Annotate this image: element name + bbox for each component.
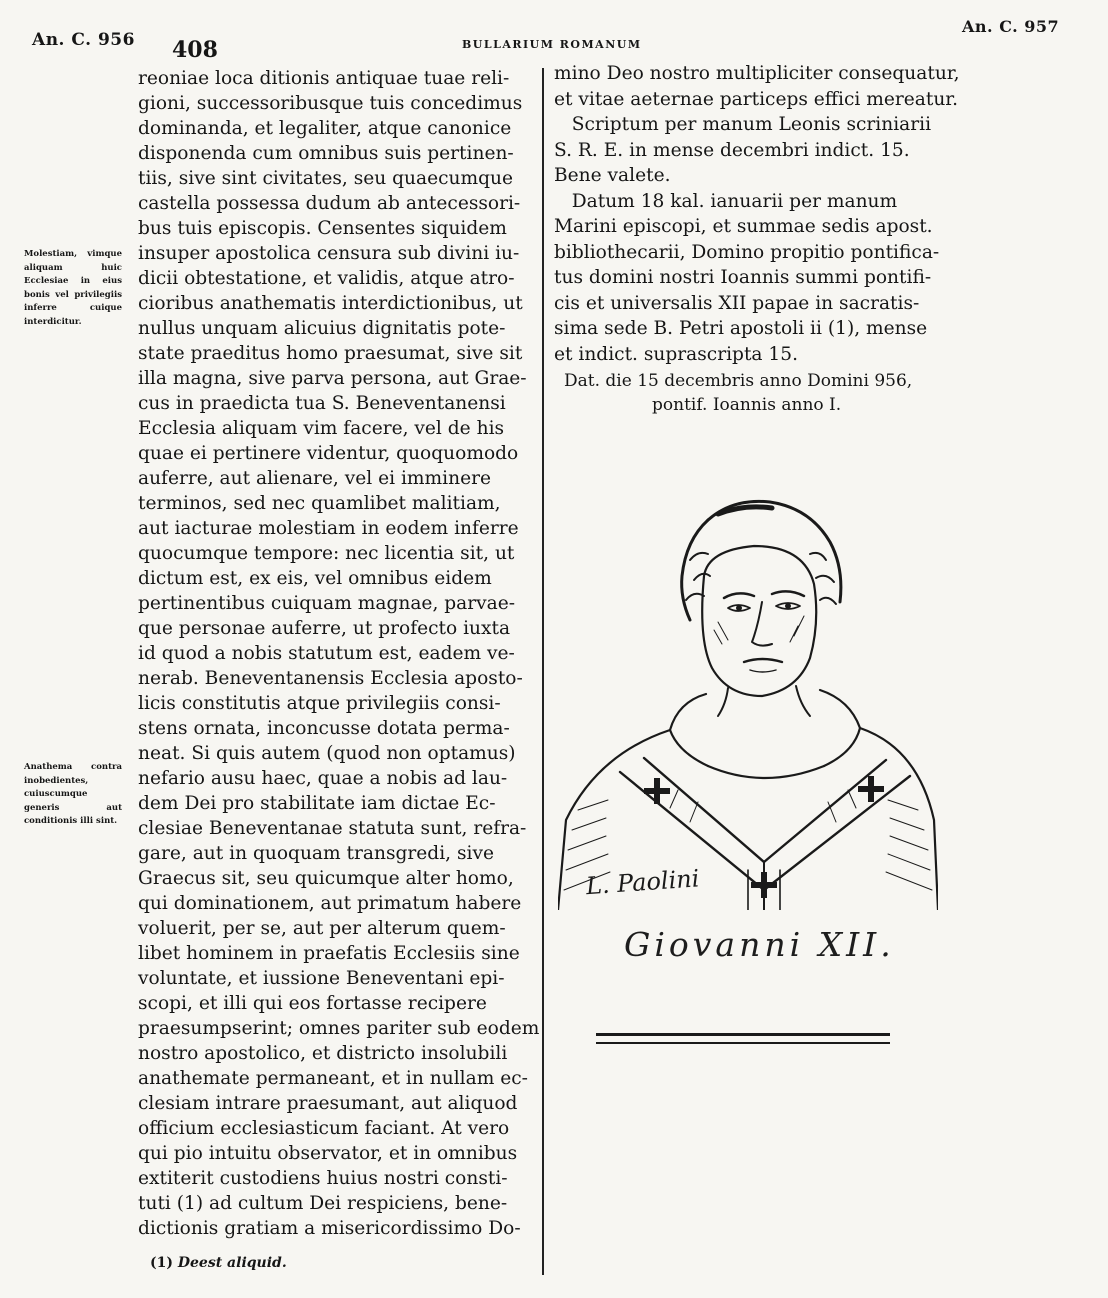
- text-line: gioni, successoribusque tuis concedimus: [138, 93, 523, 114]
- text-line: et vitae aeternae particeps effici mereatur.: [554, 88, 959, 110]
- text-line: tus domini nostri Ioannis summi pontifi-: [554, 267, 932, 288]
- text-line: qui pio intuitu observator, et in omnibus: [138, 1143, 518, 1164]
- marginal-note-1: Molestiam, vimque aliquam huic Ecclesiae in eius bonis vel privilegiis inferre cuique interdicitur.: [24, 249, 122, 327]
- text-line: S. R. E. in mense decembri indict. 15.: [554, 139, 910, 161]
- text-line: aut iacturae molestiam in eodem inferre: [138, 518, 519, 539]
- dating-line-2: pontif. Ioannis anno I.: [652, 395, 842, 415]
- text-line: dicii obtestatione, et validis, atque atro-: [138, 268, 515, 289]
- running-head: BULLARIUM ROMANUM: [462, 38, 642, 51]
- portrait-engraving: [558, 490, 938, 910]
- text-line: voluerit, per se, aut per alterum quem-: [138, 918, 506, 939]
- text-line: auferre, aut alienare, vel ei imminere: [138, 468, 491, 489]
- text-line: clesiam intrare praesumant, aut aliquod: [138, 1093, 518, 1114]
- text-line: cis et universalis XII papae in sacratis-: [554, 292, 920, 314]
- right-column: [554, 61, 960, 417]
- marginal-note-2: Anathema contra inobedientes, cuiuscumque generis aut conditionis illi sint.: [24, 762, 122, 826]
- text-line: disponenda cum omnibus suis pertinen-: [138, 143, 514, 164]
- text-line: Ecclesia aliquam vim facere, vel de his: [138, 418, 505, 439]
- text-line: cioribus anathematis interdictionibus, ut: [138, 293, 523, 314]
- text-line: nostro apostolico, et districto insolubili: [138, 1043, 508, 1064]
- text-line: anathemate permaneant, et in nullam ec-: [138, 1068, 528, 1089]
- text-line: nullus unquam alicuius dignitatis pote-: [138, 318, 506, 339]
- text-line: neat. Si quis autem (quod non optamus): [138, 743, 516, 764]
- artist-signature: L. Paolini: [585, 864, 701, 901]
- year-right: An. C. 957: [962, 17, 1060, 36]
- text-line: id quod a nobis statutum est, eadem ve-: [138, 643, 515, 664]
- text-line: castella possessa dudum ab antecessori-: [138, 193, 521, 214]
- double-rule-bottom: [596, 1042, 890, 1044]
- text-line: Scriptum per manum Leonis scriniarii: [554, 114, 932, 135]
- text-line: quae ei pertinere videntur, quoquomodo: [138, 443, 519, 464]
- text-line: pertinentibus cuiquam magnae, parvae-: [138, 593, 516, 614]
- footnote: [150, 1255, 287, 1271]
- text-line: dictionis gratiam a misericordissimo Do-: [138, 1218, 521, 1239]
- portrait-caption: Giovanni XII.: [624, 925, 895, 964]
- column-divider: [542, 68, 544, 1275]
- footnote-marker: (1): [150, 1255, 173, 1271]
- text-line: licis constitutis atque privilegiis consi-: [138, 693, 501, 714]
- text-line: reoniae loca ditionis antiquae tuae reli-: [138, 68, 510, 89]
- text-line: praesumpserint; omnes pariter sub eodem: [138, 1018, 540, 1039]
- text-line: tiis, sive sint civitates, seu quaecumque: [138, 168, 513, 189]
- text-line: bus tuis episcopis. Censentes siquidem: [138, 218, 507, 239]
- text-line: qui dominationem, aut primatum habere: [138, 893, 522, 914]
- text-line: state praeditus homo praesumat, sive sit: [138, 343, 523, 364]
- text-line: stens ornata, inconcusse dotata perma-: [138, 718, 510, 739]
- text-line: que personae auferre, ut profecto iuxta: [138, 618, 511, 639]
- text-line: cus in praedicta tua S. Beneventanensi: [138, 393, 506, 414]
- footnote-text: Deest aliquid.: [177, 1255, 287, 1271]
- year-left: An. C. 956: [32, 30, 135, 50]
- text-line: clesiae Beneventanae statuta sunt, refra-: [138, 818, 527, 839]
- text-line: Graecus sit, seu quicumque alter homo,: [138, 868, 514, 889]
- text-line: terminos, sed nec quamlibet malitiam,: [138, 493, 501, 514]
- text-line: Marini episcopi, et summae sedis apost.: [554, 216, 933, 237]
- text-line: bibliothecarii, Domino propitio pontifica-: [554, 241, 940, 263]
- text-line: quocumque tempore: nec licentia sit, ut: [138, 543, 515, 564]
- text-line: officium ecclesiasticum faciant. At vero: [138, 1118, 510, 1139]
- page-number: 408: [172, 37, 218, 63]
- dating-line-1: Dat. die 15 decembris anno Domini 956,: [564, 371, 913, 391]
- text-line: tuti (1) ad cultum Dei respiciens, bene-: [138, 1193, 508, 1214]
- text-line: mino Deo nostro multipliciter consequatur,: [554, 63, 960, 84]
- text-line: dominanda, et legaliter, atque canonice: [138, 118, 512, 139]
- text-line: illa magna, sive parva persona, aut Grae-: [138, 368, 527, 389]
- text-line: Bene valete.: [554, 165, 671, 186]
- pope-portrait-illustration: [558, 490, 938, 910]
- text-line: nefario ausu haec, quae a nobis ad lau-: [138, 768, 508, 789]
- text-line: extiterit custodiens huius nostri consti-: [138, 1168, 508, 1189]
- text-line: insuper apostolica censura sub divini iu-: [138, 243, 520, 264]
- left-column: [138, 66, 540, 1241]
- text-line: dem Dei pro stabilitate iam dictae Ec-: [138, 793, 496, 814]
- text-line: gare, aut in quoquam transgredi, sive: [138, 843, 494, 864]
- text-line: nerab. Beneventanensis Ecclesia aposto-: [138, 668, 523, 689]
- text-line: Datum 18 kal. ianuarii per manum: [554, 190, 898, 212]
- text-line: sima sede B. Petri apostoli ii (1), mense: [554, 318, 928, 339]
- text-line: et indict. suprascripta 15.: [554, 343, 798, 365]
- text-line: scopi, et illi qui eos fortasse recipere: [138, 993, 487, 1014]
- text-line: voluntate, et iussione Beneventani epi-: [138, 968, 505, 989]
- double-rule-top: [596, 1033, 890, 1036]
- text-line: dictum est, ex eis, vel omnibus eidem: [138, 568, 492, 589]
- text-line: libet hominem in praefatis Ecclesiis sine: [138, 943, 520, 964]
